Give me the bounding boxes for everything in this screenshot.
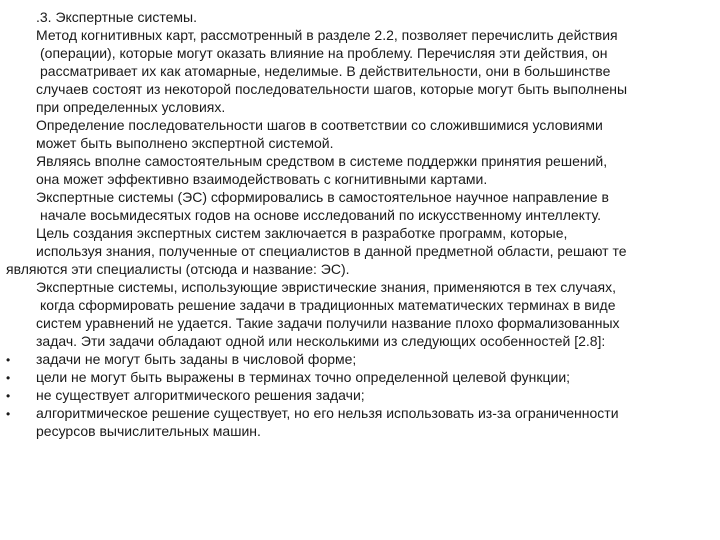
paragraph-line: случаев состоят из некоторой последовательности шагов, которые могут быть выполнены: [36, 81, 628, 97]
paragraph-line: Определение последовательности шагов в соответствии со сложившимися условиями: [36, 117, 603, 133]
bullet-marker: •: [6, 389, 11, 403]
paragraph-line: может быть выполнено экспертной системой.: [36, 135, 334, 151]
paragraph-line: систем уравнений не удается. Такие задачи получили название плохо формализованных: [36, 315, 620, 331]
paragraph-line: рассматривает их как атомарные, неделимые. В действительности, они в большинстве: [40, 63, 611, 79]
bullet-text-continuation: ресурсов вычислительных машин.: [36, 423, 261, 439]
paragraph-line: Экспертные системы (ЭС) сформировались в самостоятельное научное направление в: [36, 189, 609, 205]
paragraph-line: (операции), которые могут оказать влияние на проблему. Перечисляя эти действия, он: [40, 45, 608, 61]
paragraph-line: задач. Эти задачи обладают одной или несколькими из следующих особенностей [2.8]:: [36, 333, 606, 349]
paragraph-line: Цель создания экспертных систем заключается в разработке программ, которые,: [36, 225, 568, 241]
bullet-text: цели не могут быть выражены в терминах точно определенной целевой функции;: [36, 369, 571, 385]
paragraph-line: являются эти специалисты (отсюда и название: ЭС).: [6, 261, 350, 277]
paragraph-line: используя знания, полученные от специалистов в данной предметной области, решают те: [36, 243, 627, 259]
paragraph-line: начале восьмидесятых годов на основе исследований по искусственному интеллекту.: [40, 207, 602, 223]
section-heading: .3. Экспертные системы.: [36, 9, 197, 25]
bullet-marker: •: [6, 353, 11, 367]
bullet-marker: •: [6, 371, 11, 385]
paragraph-line: Являясь вполне самостоятельным средством в системе поддержки принятия решений,: [36, 153, 608, 169]
bullet-text: алгоритмическое решение существует, но его нельзя использовать из-за ограниченности: [36, 405, 619, 421]
paragraph-line: Экспертные системы, использующие эвристические знания, применяются в тех случаях,: [36, 279, 616, 295]
bullet-text: задачи не могут быть заданы в числовой форме;: [36, 351, 357, 367]
bullet-marker: •: [6, 407, 11, 421]
paragraph-line: при определенных условиях.: [36, 99, 226, 115]
paragraph-line: когда сформировать решение задачи в традиционных математических терминах в виде: [40, 297, 616, 313]
bullet-text: не существует алгоритмического решения задачи;: [36, 387, 365, 403]
paragraph-line: Метод когнитивных карт, рассмотренный в разделе 2.2, позволяет перечислить действия: [36, 27, 618, 43]
paragraph-line: она может эффективно взаимодействовать с когнитивными картами.: [36, 171, 488, 187]
